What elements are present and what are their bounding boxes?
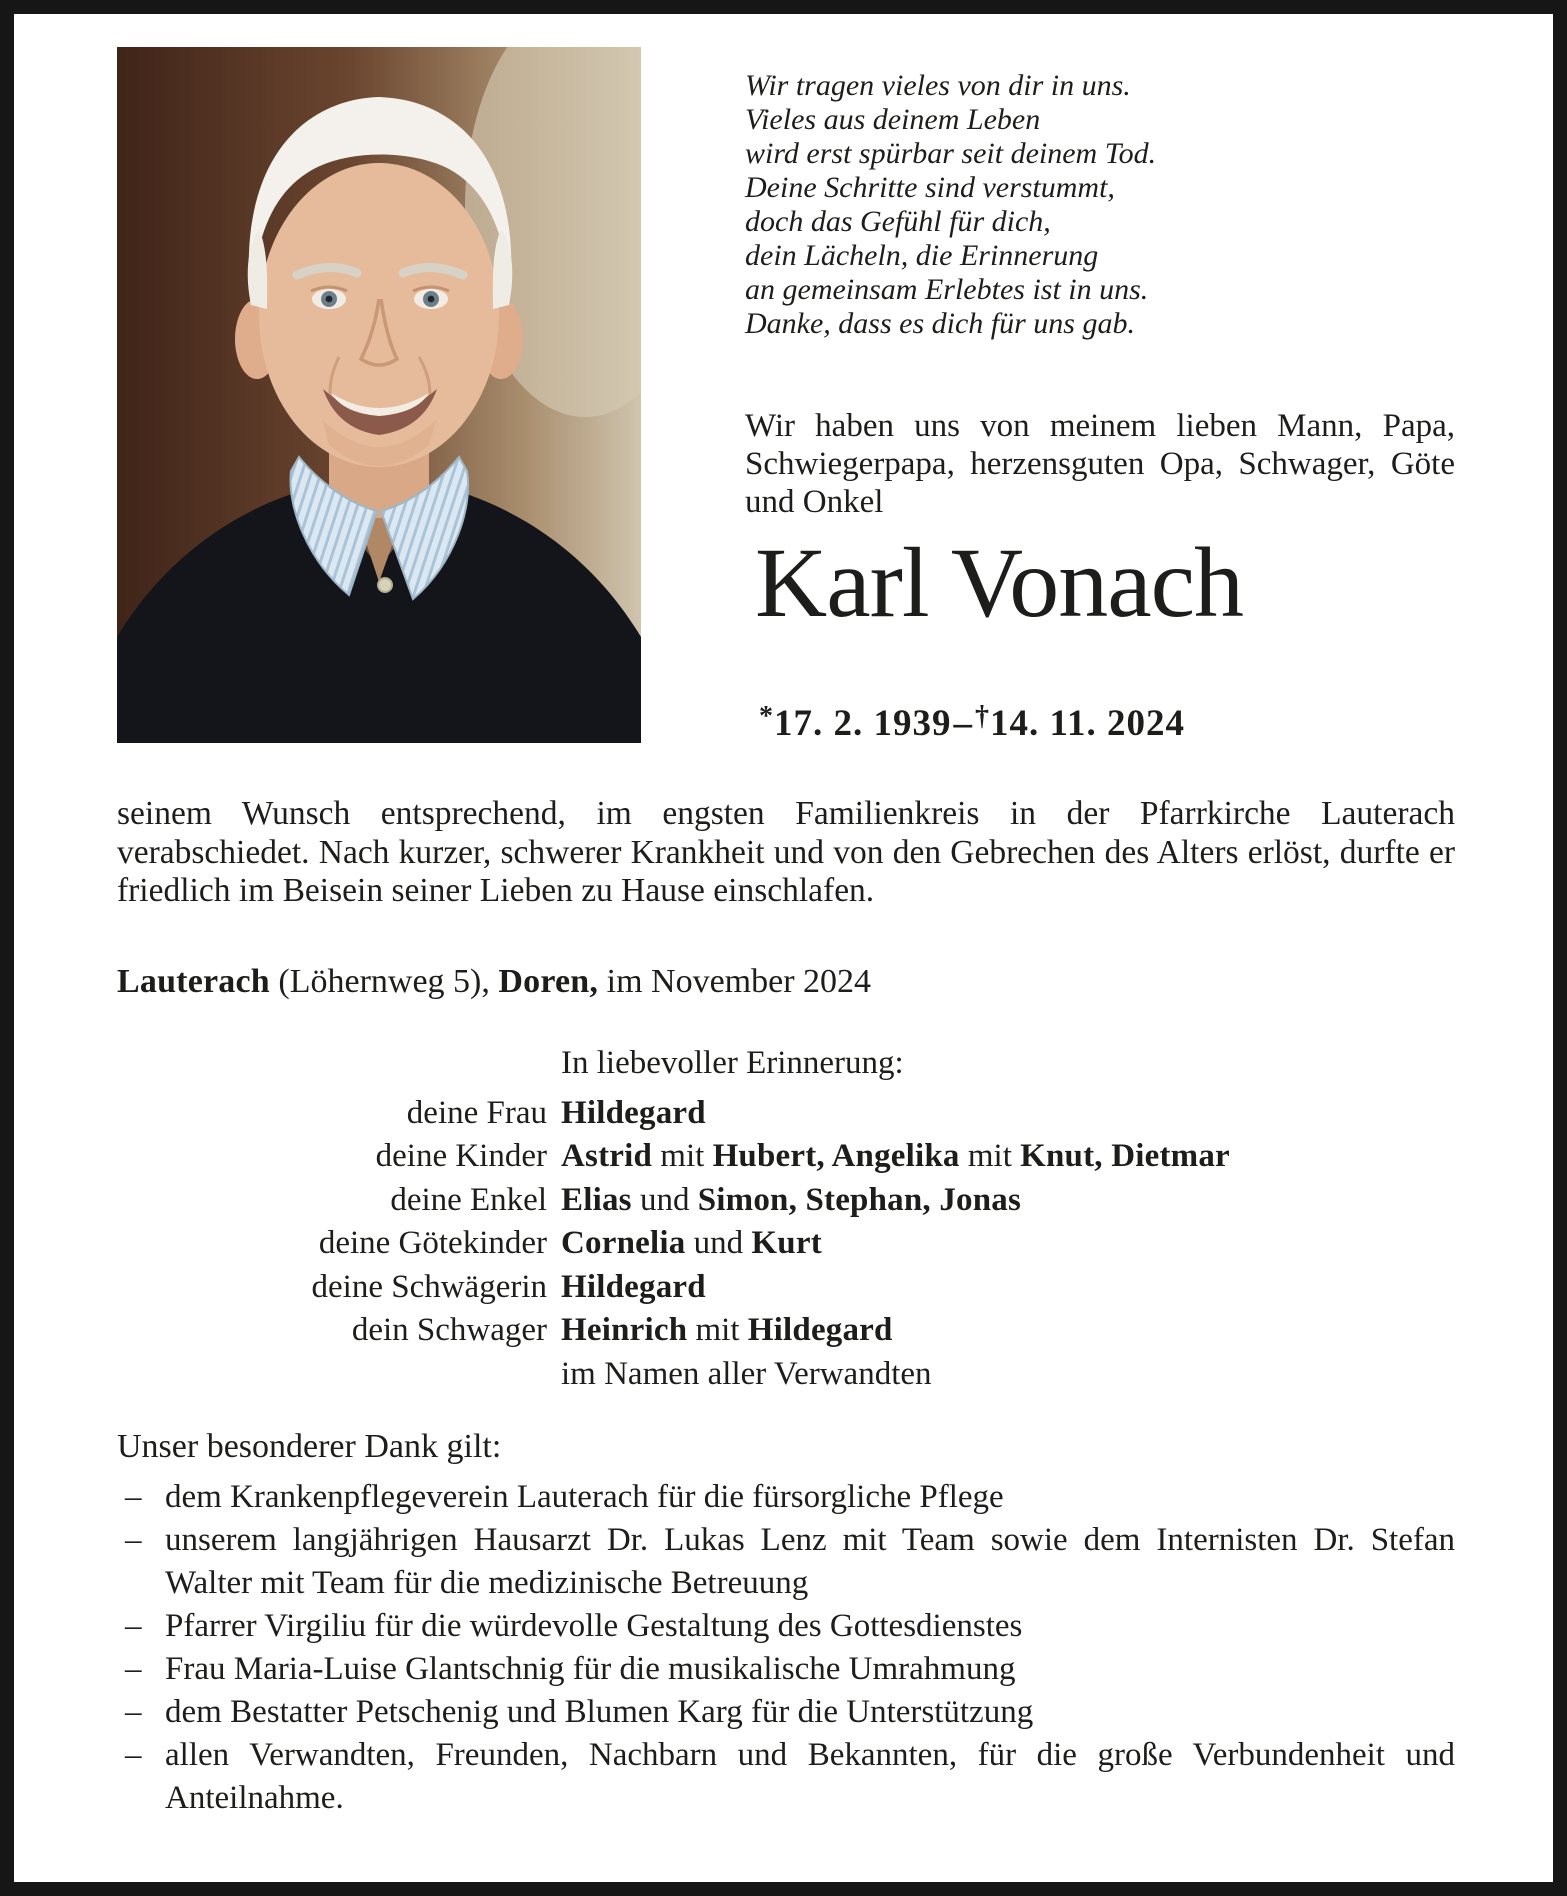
family-relation-label: deine Götekinder: [318, 1225, 547, 1261]
name-bold: Hubert, Angelika: [712, 1138, 960, 1174]
family-relation-label: deine Schwägerin: [311, 1268, 547, 1305]
name-bold: Heinrich: [561, 1312, 688, 1348]
dates-separator: –: [953, 703, 973, 744]
family-relation-label: dein Schwager: [351, 1312, 547, 1348]
birth-symbol: *: [759, 701, 774, 732]
announcement-paragraph: seinem Wunsch entsprechend, im engsten Familienkreis in der Pfarrkirche Lauterach verabschiedet. Nach kurzer, schwerer Krankheit und von den Gebrechen des Alters erlöst, durfte er friedlich im Beisein seiner Lieben zu Hause einschlafen.: [117, 795, 1455, 909]
family-names: [561, 1309, 893, 1353]
thanks-list: [117, 1476, 1455, 1820]
farewell-intro: Wir haben uns von meinem lieben Mann, Papa, Schwiegerpapa, herzensguten Opa, Schwager, Göte und Onkel: [745, 408, 1455, 520]
remembrance-heading: In liebevoller Erinnerung:: [561, 1044, 904, 1081]
thanks-item: [117, 1734, 1455, 1820]
dash-bullet: –: [125, 1651, 142, 1687]
name-bold: Lauterach: [117, 962, 270, 1000]
family-row: [117, 1266, 1455, 1310]
family-row: [117, 1135, 1455, 1179]
family-relation-label: deine Kinder: [375, 1138, 547, 1174]
family-row: [117, 1309, 1455, 1353]
dash-bullet: –: [125, 1694, 142, 1730]
name-bold: Hildegard: [561, 1268, 706, 1305]
family-relation-label: [117, 1353, 547, 1397]
poem-line: dein Lächeln, die Erinnerung: [745, 239, 1099, 272]
poem-line: Vieles aus deinem Leben: [745, 103, 1041, 136]
text-segment: (Löhernweg 5),: [269, 962, 499, 1000]
text-segment: mit: [687, 1312, 748, 1348]
text-segment: mit: [959, 1138, 1021, 1174]
thanks-item: [117, 1691, 1455, 1734]
thanks-item-text: dem Bestatter Petschenig und Blumen Karg für die Unterstützung: [165, 1694, 1034, 1730]
name-bold: Astrid: [561, 1138, 653, 1174]
eye-right-pupil: [428, 296, 435, 303]
text-segment: und: [631, 1181, 698, 1218]
family-relation-label: deine Enkel: [390, 1181, 547, 1218]
thanks-item-text: allen Verwandten, Freunden, Nachbarn und Bekannten, für die große Verbundenheit und Anteilnahme.: [165, 1737, 1455, 1816]
thanks-item: [117, 1519, 1455, 1605]
family-row: [117, 1353, 1455, 1397]
thanks-item-text: Frau Maria-Luise Glantschnig für die musikalische Umrahmung: [165, 1651, 1016, 1687]
death-symbol: †: [975, 701, 990, 732]
thanks-heading: Unser besonderer Dank gilt:: [117, 1428, 502, 1465]
thanks-item: [117, 1648, 1455, 1691]
text-segment: mit: [652, 1138, 713, 1174]
thanks-item-text: unserem langjährigen Hausarzt Dr. Lukas Lenz mit Team sowie dem Internisten Dr. Stefan Walter mit Team für die medizinische Betreuung: [165, 1522, 1455, 1601]
family-row: [117, 1092, 1455, 1136]
family-names: [561, 1266, 706, 1310]
name-bold: Elias: [561, 1181, 632, 1218]
thanks-item: [117, 1605, 1455, 1648]
name-bold: Cornelia: [561, 1225, 686, 1261]
dash-bullet: –: [125, 1479, 142, 1515]
shirt-button: [378, 578, 392, 592]
portrait-photo: [117, 47, 641, 743]
eye-left-pupil: [326, 296, 333, 303]
text-segment: im Namen aller Verwandten: [561, 1355, 932, 1392]
portrait-photo-illustration: [117, 47, 641, 743]
family-row: [117, 1179, 1455, 1223]
right-column: [745, 47, 1455, 745]
memorial-poem: [745, 69, 1455, 341]
text-segment: und: [685, 1225, 752, 1261]
obituary-content: [14, 14, 1553, 1820]
dash-bullet: –: [125, 1522, 142, 1558]
thanks-item-text: dem Krankenpflegeverein Lauterach für die fürsorgliche Pflege: [165, 1479, 1004, 1515]
poem-line: Danke, dass es dich für uns gab.: [745, 307, 1135, 340]
family-list: [117, 1092, 1455, 1397]
life-dates: [759, 702, 1455, 745]
family-names: [561, 1135, 1230, 1179]
text-segment: im November 2024: [598, 962, 872, 1000]
dash-bullet: –: [125, 1608, 142, 1644]
family-row: [117, 1222, 1455, 1266]
name-bold: Hildegard: [561, 1094, 706, 1131]
poem-line: an gemeinsam Erlebtes ist in uns.: [745, 273, 1149, 306]
family-names: [561, 1092, 706, 1136]
deceased-name: Karl Vonach: [755, 527, 1243, 638]
family-names: [561, 1179, 1021, 1223]
place-dateline: [117, 963, 1455, 1001]
thanks-item-text: Pfarrer Virgiliu für die würdevolle Gestaltung des Gottesdienstes: [165, 1608, 1023, 1644]
poem-line: wird erst spürbar seit deinem Tod.: [745, 137, 1157, 170]
family-names: [561, 1353, 932, 1397]
name-bold: Simon, Stephan, Jonas: [697, 1181, 1022, 1218]
poem-line: Deine Schritte sind verstummt,: [745, 171, 1115, 204]
name-bold: Knut, Dietmar: [1020, 1138, 1230, 1174]
poem-line: doch das Gefühl für dich,: [745, 205, 1051, 238]
birth-date: 17. 2. 1939: [774, 703, 952, 744]
name-bold: Hildegard: [747, 1312, 893, 1348]
family-relation-label: deine Frau: [406, 1094, 547, 1131]
thanks-item: [117, 1476, 1455, 1519]
death-date: 14. 11. 2024: [990, 703, 1185, 744]
poem-line: Wir tragen vieles von dir in uns.: [745, 69, 1131, 102]
name-bold: Doren,: [498, 962, 599, 1000]
name-bold: Kurt: [751, 1225, 822, 1261]
dash-bullet: –: [125, 1737, 142, 1773]
family-names: [561, 1222, 822, 1266]
top-section: [117, 47, 1455, 745]
